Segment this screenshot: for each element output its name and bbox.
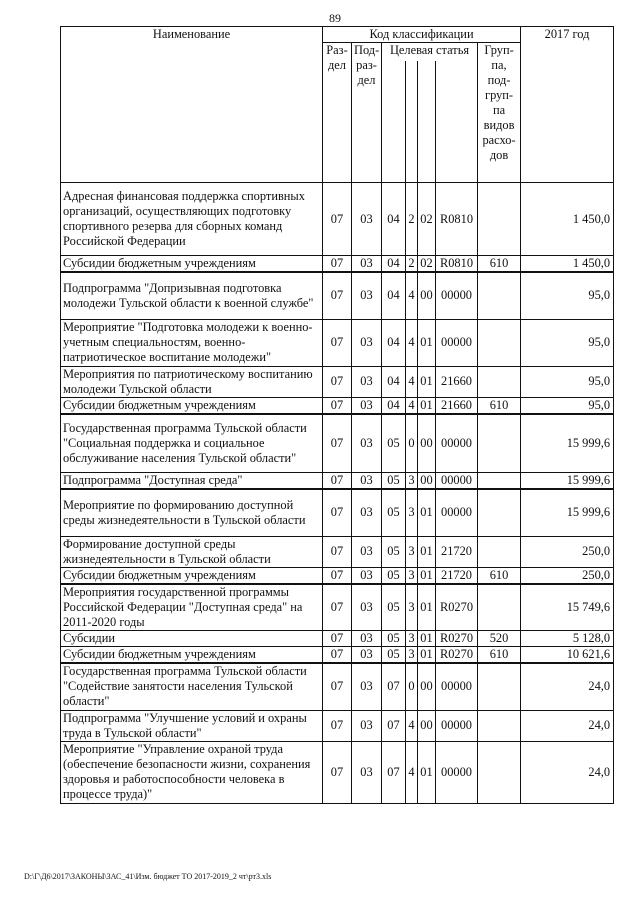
row-name: Субсидии бюджетным учреждениям — [61, 567, 323, 584]
row-cs-subprogram: 2 — [406, 256, 418, 273]
row-vid-rashodov — [478, 489, 521, 536]
header-blank — [406, 61, 418, 183]
row-cs-subprogram: 4 — [406, 710, 418, 741]
row-cs-direction: R0810 — [436, 256, 478, 273]
row-razdel: 07 — [323, 319, 352, 366]
page-number: 89 — [329, 11, 341, 25]
row-vid-rashodov — [478, 536, 521, 567]
header-razdel: Раз- дел — [323, 43, 352, 183]
row-podrazdel: 03 — [352, 663, 382, 710]
row-razdel: 07 — [323, 631, 352, 647]
row-sum-2017: 24,0 — [521, 710, 614, 741]
row-vid-rashodov — [478, 584, 521, 631]
row-cs-program: 04 — [382, 183, 406, 256]
row-podrazdel: 03 — [352, 584, 382, 631]
row-cs-program: 05 — [382, 631, 406, 647]
row-razdel: 07 — [323, 414, 352, 473]
row-cs-event: 01 — [418, 567, 436, 584]
row-cs-event: 00 — [418, 473, 436, 490]
row-cs-direction: R0270 — [436, 584, 478, 631]
row-cs-direction: 00000 — [436, 319, 478, 366]
table-row — [61, 183, 614, 256]
row-podrazdel: 03 — [352, 319, 382, 366]
row-razdel: 07 — [323, 397, 352, 414]
row-cs-event: 01 — [418, 631, 436, 647]
row-name: Подпрограмма "Доступная среда" — [61, 473, 323, 490]
row-vid-rashodov — [478, 319, 521, 366]
row-cs-program: 05 — [382, 536, 406, 567]
row-cs-program: 07 — [382, 663, 406, 710]
row-podrazdel: 03 — [352, 272, 382, 319]
row-razdel: 07 — [323, 567, 352, 584]
header-gruppa: Груп- па, под- груп- па видов расхо- дов — [478, 43, 521, 183]
row-vid-rashodov — [478, 473, 521, 490]
table-row — [61, 663, 614, 710]
table-row — [61, 414, 614, 473]
row-vid-rashodov: 610 — [478, 567, 521, 584]
row-podrazdel: 03 — [352, 183, 382, 256]
row-cs-program: 04 — [382, 397, 406, 414]
row-sum-2017: 1 450,0 — [521, 256, 614, 273]
row-cs-program: 04 — [382, 272, 406, 319]
row-cs-direction: 00000 — [436, 741, 478, 803]
row-sum-2017: 95,0 — [521, 272, 614, 319]
row-cs-event: 01 — [418, 366, 436, 397]
header-blank — [436, 61, 478, 183]
row-sum-2017: 10 621,6 — [521, 647, 614, 664]
header-podrazdel: Под- раз- дел — [352, 43, 382, 183]
row-cs-event: 01 — [418, 647, 436, 664]
row-name: Субсидии бюджетным учреждениям — [61, 397, 323, 414]
table-row — [61, 366, 614, 397]
row-cs-program: 07 — [382, 741, 406, 803]
row-name: Мероприятие "Подготовка молодежи к военно-учетным специальностям, военно-патриотическое воспитание молодежи" — [61, 319, 323, 366]
row-cs-subprogram: 4 — [406, 272, 418, 319]
table-row — [61, 473, 614, 490]
row-cs-program: 05 — [382, 584, 406, 631]
row-cs-subprogram: 4 — [406, 319, 418, 366]
table-row — [61, 567, 614, 584]
row-cs-event: 01 — [418, 584, 436, 631]
row-cs-subprogram: 0 — [406, 414, 418, 473]
row-cs-event: 00 — [418, 414, 436, 473]
row-name: Адресная финансовая поддержка спортивных организаций, осуществляющих подготовку спортивного резерва для сборных команд Российской Федерации — [61, 183, 323, 256]
row-cs-program: 05 — [382, 489, 406, 536]
row-podrazdel: 03 — [352, 741, 382, 803]
file-path-footer: D:\Г\Д6\2017\ЗАКОНЫ\ЗАС_41\Изм. бюджет ТО 2017-2019_2 чт\рт3.xls — [24, 872, 272, 881]
row-podrazdel: 03 — [352, 473, 382, 490]
row-cs-direction: 21720 — [436, 536, 478, 567]
row-razdel: 07 — [323, 489, 352, 536]
row-razdel: 07 — [323, 366, 352, 397]
row-cs-subprogram: 0 — [406, 663, 418, 710]
row-cs-subprogram: 3 — [406, 584, 418, 631]
row-podrazdel: 03 — [352, 536, 382, 567]
row-podrazdel: 03 — [352, 647, 382, 664]
row-cs-event: 00 — [418, 663, 436, 710]
row-cs-program: 04 — [382, 366, 406, 397]
row-sum-2017: 15 999,6 — [521, 473, 614, 490]
table-row — [61, 536, 614, 567]
header-blank — [418, 61, 436, 183]
row-vid-rashodov — [478, 183, 521, 256]
row-cs-direction: 00000 — [436, 473, 478, 490]
row-sum-2017: 95,0 — [521, 319, 614, 366]
table-row — [61, 647, 614, 664]
row-sum-2017: 95,0 — [521, 366, 614, 397]
row-sum-2017: 1 450,0 — [521, 183, 614, 256]
header-year: 2017 год — [521, 27, 614, 183]
row-cs-direction: 00000 — [436, 489, 478, 536]
row-vid-rashodov — [478, 414, 521, 473]
row-cs-direction: 00000 — [436, 272, 478, 319]
row-cs-program: 05 — [382, 567, 406, 584]
row-vid-rashodov — [478, 710, 521, 741]
row-sum-2017: 15 999,6 — [521, 489, 614, 536]
row-cs-direction: 21720 — [436, 567, 478, 584]
row-cs-program: 05 — [382, 414, 406, 473]
row-sum-2017: 24,0 — [521, 663, 614, 710]
table-row — [61, 584, 614, 631]
row-vid-rashodov: 610 — [478, 647, 521, 664]
row-cs-event: 01 — [418, 489, 436, 536]
row-cs-subprogram: 3 — [406, 631, 418, 647]
row-cs-event: 02 — [418, 183, 436, 256]
budget-table — [60, 26, 614, 804]
row-name: Субсидии — [61, 631, 323, 647]
header-code: Код классификации — [323, 27, 521, 43]
row-podrazdel: 03 — [352, 489, 382, 536]
row-razdel: 07 — [323, 741, 352, 803]
row-cs-event: 01 — [418, 741, 436, 803]
row-name: Мероприятие "Управление охраной труда (обеспечение безопасности жизни, сохранения здоровья и работоспособности человека в процессе труда)" — [61, 741, 323, 803]
row-cs-subprogram: 3 — [406, 567, 418, 584]
table-row — [61, 272, 614, 319]
row-cs-subprogram: 3 — [406, 647, 418, 664]
table-row — [61, 741, 614, 803]
row-cs-subprogram: 3 — [406, 536, 418, 567]
row-cs-event: 01 — [418, 397, 436, 414]
row-sum-2017: 250,0 — [521, 536, 614, 567]
row-name: Субсидии бюджетным учреждениям — [61, 256, 323, 273]
row-podrazdel: 03 — [352, 366, 382, 397]
row-podrazdel: 03 — [352, 256, 382, 273]
row-sum-2017: 250,0 — [521, 567, 614, 584]
row-cs-subprogram: 2 — [406, 183, 418, 256]
row-razdel: 07 — [323, 272, 352, 319]
row-cs-direction: R0270 — [436, 631, 478, 647]
row-name: Подпрограмма "Улучшение условий и охраны труда в Тульской области" — [61, 710, 323, 741]
table-row — [61, 631, 614, 647]
table-body — [61, 183, 614, 804]
row-cs-program: 04 — [382, 319, 406, 366]
row-podrazdel: 03 — [352, 631, 382, 647]
row-name: Формирование доступной среды жизнедеятельности в Тульской области — [61, 536, 323, 567]
row-name: Государственная программа Тульской области "Содействие занятости населения Тульской области" — [61, 663, 323, 710]
row-cs-direction: 00000 — [436, 414, 478, 473]
row-vid-rashodov — [478, 366, 521, 397]
row-cs-program: 05 — [382, 473, 406, 490]
header-name: Наименование — [61, 27, 323, 183]
row-cs-event: 01 — [418, 536, 436, 567]
row-cs-program: 04 — [382, 256, 406, 273]
row-podrazdel: 03 — [352, 567, 382, 584]
row-cs-event: 00 — [418, 710, 436, 741]
row-cs-direction: 21660 — [436, 397, 478, 414]
row-vid-rashodov: 610 — [478, 256, 521, 273]
row-cs-program: 07 — [382, 710, 406, 741]
row-razdel: 07 — [323, 663, 352, 710]
row-name: Мероприятие по формированию доступной среды жизнедеятельности в Тульской области — [61, 489, 323, 536]
row-razdel: 07 — [323, 473, 352, 490]
row-cs-direction: R0270 — [436, 647, 478, 664]
row-cs-subprogram: 4 — [406, 741, 418, 803]
row-cs-direction: 21660 — [436, 366, 478, 397]
row-sum-2017: 5 128,0 — [521, 631, 614, 647]
table-row — [61, 710, 614, 741]
table-row — [61, 319, 614, 366]
row-cs-direction: 00000 — [436, 710, 478, 741]
row-razdel: 07 — [323, 647, 352, 664]
row-name: Мероприятия по патриотическому воспитанию молодежи Тульской области — [61, 366, 323, 397]
row-name: Субсидии бюджетным учреждениям — [61, 647, 323, 664]
row-name: Государственная программа Тульской области "Социальная поддержка и социальное обслуживание населения Тульской области" — [61, 414, 323, 473]
row-sum-2017: 15 749,6 — [521, 584, 614, 631]
row-cs-subprogram: 4 — [406, 397, 418, 414]
row-razdel: 07 — [323, 256, 352, 273]
row-name: Подпрограмма "Допризывная подготовка молодежи Тульской области к военной службе" — [61, 272, 323, 319]
row-cs-subprogram: 3 — [406, 473, 418, 490]
row-vid-rashodov: 520 — [478, 631, 521, 647]
row-sum-2017: 15 999,6 — [521, 414, 614, 473]
row-podrazdel: 03 — [352, 710, 382, 741]
row-vid-rashodov — [478, 741, 521, 803]
row-cs-subprogram: 4 — [406, 366, 418, 397]
row-razdel: 07 — [323, 536, 352, 567]
row-razdel: 07 — [323, 710, 352, 741]
row-cs-event: 01 — [418, 319, 436, 366]
row-cs-direction: R0810 — [436, 183, 478, 256]
header-blank — [382, 61, 406, 183]
row-cs-direction: 00000 — [436, 663, 478, 710]
row-vid-rashodov — [478, 272, 521, 319]
table-row — [61, 256, 614, 273]
row-cs-subprogram: 3 — [406, 489, 418, 536]
table-row — [61, 489, 614, 536]
row-sum-2017: 24,0 — [521, 741, 614, 803]
row-vid-rashodov: 610 — [478, 397, 521, 414]
table-header — [61, 27, 614, 183]
row-razdel: 07 — [323, 183, 352, 256]
header-celevaya: Целевая статья — [382, 43, 478, 61]
row-podrazdel: 03 — [352, 397, 382, 414]
row-cs-program: 05 — [382, 647, 406, 664]
row-razdel: 07 — [323, 584, 352, 631]
row-cs-event: 02 — [418, 256, 436, 273]
row-podrazdel: 03 — [352, 414, 382, 473]
row-sum-2017: 95,0 — [521, 397, 614, 414]
table-row — [61, 397, 614, 414]
row-name: Мероприятия государственной программы Российской Федерации "Доступная среда" на 2011-2020 годы — [61, 584, 323, 631]
row-vid-rashodov — [478, 663, 521, 710]
row-cs-event: 00 — [418, 272, 436, 319]
